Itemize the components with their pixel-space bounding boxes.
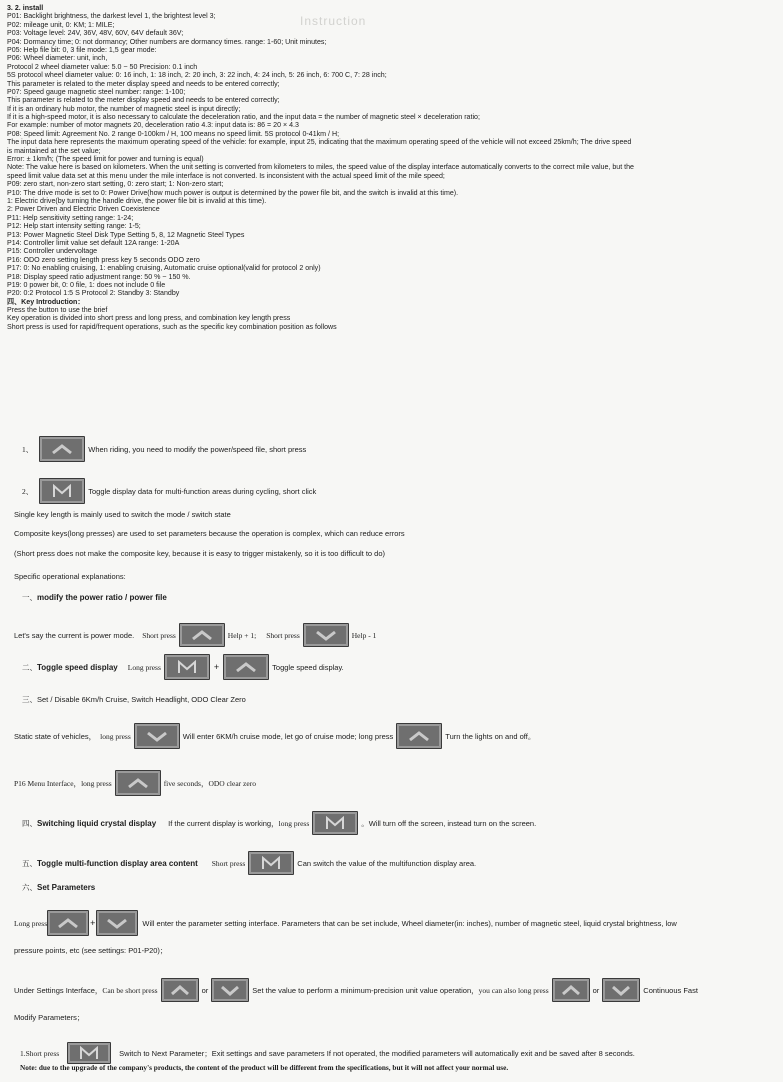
item-2: 2、 Toggle display data for multi-function areas during cycling, short click xyxy=(22,478,316,504)
section-6-heading: 六、 Set Parameters xyxy=(22,883,96,892)
param-line: P17: 0: No enabling cruising, 1: enabling cruising, Automatic cruise optional(valid for protocol 2 only) xyxy=(7,263,321,273)
chevron-up-icon xyxy=(561,984,581,996)
m-letter-icon xyxy=(176,660,198,674)
param-line: speed limit value data set at this menu under the mile interface is not converted. Is inconsistent with the actual speed limit of the mile speed; xyxy=(7,170,445,180)
down-key xyxy=(211,978,249,1002)
section-5-row: 五、 Toggle multi-function display area content Short press Can switch the value of the multifunction display area. xyxy=(22,851,476,875)
param-line: P08: Speed limit: Agreement No. 2 range 0-100km / H, 100 means no speed limit. 5S protocol 0-41km / H; xyxy=(7,128,340,138)
mode-key xyxy=(248,851,294,875)
chevron-up-icon xyxy=(191,629,213,641)
chevron-up-icon xyxy=(51,443,73,455)
param-line: Protocol 2 wheel diameter value: 5.0 ~ 50 Precision: 0.1 inch xyxy=(7,61,198,71)
param-line: P13: Power Magnetic Steel Disk Type Setting 5, 8, 12 Magnetic Steel Types xyxy=(7,229,245,239)
faded-header: Instruction xyxy=(300,14,367,28)
chevron-down-icon xyxy=(146,730,168,742)
param-line: P07: Speed gauge magnetic steel number: range: 1-100; xyxy=(7,86,186,96)
param-line: P03: Voltage level: 24V, 36V, 48V, 60V, 64V default 36V; xyxy=(7,28,184,38)
mode-key xyxy=(164,654,210,680)
param-line: If it is an ordinary hub motor, the number of magnetic steel is input directly; xyxy=(7,103,241,113)
param-line: P20: 0:2 Protocol 1:5 S Protocol 2: Standby 3: Standby xyxy=(7,288,180,298)
short-note-text: (Short press does not make the composite key, because it is easy to trigger mistakenly, so it is too difficult to do) xyxy=(14,549,386,558)
key-intro-title: 四、Key Introduction： xyxy=(7,296,85,306)
param-line: P15: Controller undervoltage xyxy=(7,246,98,256)
up-key xyxy=(47,910,89,936)
param-line: P14: Controller limit value set default 12A range: 1-20A xyxy=(7,237,180,247)
section-4-row: 四、 Switching liquid crystal display If the current display is working， long press 。Will turn off the screen, instead turn on the screen. xyxy=(22,811,536,835)
m-letter-icon xyxy=(51,484,73,498)
param-line: P11: Help sensitivity setting range: 1-24; xyxy=(7,212,134,222)
param-line: This parameter is related to the meter display speed and needs to be entered correctly; xyxy=(7,95,280,105)
chevron-down-icon xyxy=(315,629,337,641)
param-line: Note: The value here is based on kilometers. When the unit setting is converted from kilometers to miles, the speed value of the display interface automatically converts to the correct mile value, but the xyxy=(7,162,634,172)
up-key xyxy=(179,623,225,647)
chevron-down-icon xyxy=(220,984,240,996)
long-press-row: Long press + Will enter the parameter setting interface. Parameters that can be set include, Wheel diameter(in: inches), number of magnetic steel, liquid crystal brightness, low xyxy=(14,910,677,936)
param-line: If it is a high-speed motor, it is also necessary to calculate the deceleration ratio, and the input data = the number of magnetic steel × deceleration ratio; xyxy=(7,112,480,122)
section-1-heading: 一、 modify the power ratio / power file xyxy=(22,593,167,602)
param-line: P19: 0 power bit, 0: 0 file, 1: does not include 0 file xyxy=(7,279,166,289)
pressure-line: pressure points, etc (see settings: P01-P20)； xyxy=(14,946,168,955)
mode-key xyxy=(312,811,358,835)
section-title: 3. 2. install xyxy=(7,3,44,12)
mode-key xyxy=(39,478,85,504)
chevron-up-icon xyxy=(235,661,257,673)
param-line: P02: mileage unit, 0: KM; 1: MILE; xyxy=(7,19,115,29)
param-line: P05: Help file bit: 0, 3 file mode: 1,5 gear mode: xyxy=(7,44,157,54)
chevron-down-icon xyxy=(611,984,631,996)
param-line: 2: Power Driven and Electric Driven Coexistence xyxy=(7,204,160,214)
short-press-row: 1.Short press Switch to Next Parameter；Exit settings and save parameters If not operated, the modified parameters will automatically exit and be saved after 8 seconds. xyxy=(20,1042,635,1064)
specific-text: Specific operational explanations: xyxy=(14,572,126,581)
param-line: P12: Help start intensity setting range: 1-5; xyxy=(7,221,141,231)
param-lines xyxy=(7,12,756,297)
up-key xyxy=(115,770,161,796)
param-line: is maintained at the set value; xyxy=(7,145,101,155)
key-intro-line: Press the button to use the brief xyxy=(7,305,108,315)
section-2-row: 二、 Toggle speed display Long press + Toggle speed display. xyxy=(22,654,344,680)
static-row: Static state of vehicles， long press Will enter 6KM/h cruise mode, let go of cruise mode; long press Turn the lights on and off。 xyxy=(14,723,535,749)
m-letter-icon xyxy=(260,856,282,870)
modify-params: Modify Parameters； xyxy=(14,1013,85,1022)
param-line: 5S protocol wheel diameter value: 0: 16 inch, 1: 18 inch, 2: 20 inch, 3: 22 inch, 4: 24 inch, 5: 26 inch, 6: 700 C, 7: 28 inch; xyxy=(7,70,387,80)
param-line: P16: ODO zero setting length press key 5 seconds ODO zero xyxy=(7,254,200,264)
up-key xyxy=(161,978,199,1002)
param-line: The input data here represents the maximum operating speed of the vehicle: for example, input 25, indicating that the maximum operating speed of the vehicle will not exceed 25km/h; The drive speed xyxy=(7,137,632,147)
chevron-up-icon xyxy=(408,730,430,742)
up-key xyxy=(396,723,442,749)
parameter-list xyxy=(7,4,756,331)
param-line: This parameter is related to the meter display speed and needs to be entered correctly; xyxy=(7,78,280,88)
up-key xyxy=(223,654,269,680)
chevron-up-icon xyxy=(170,984,190,996)
up-key xyxy=(552,978,590,1002)
power-row: Let's say the current is power mode. Short press Help + 1; Short press Help - 1 xyxy=(14,623,376,647)
up-key xyxy=(39,436,85,462)
chevron-up-icon xyxy=(57,917,79,929)
single-key-text: Single key length is mainly used to switch the mode / switch state xyxy=(14,510,231,519)
under-settings-row: Under Settings Interface， Can be short press or Set the value to perform a minimum-precision unit value operation， you can also long press or Continuous Fast xyxy=(14,978,698,1002)
mode-key xyxy=(67,1042,111,1064)
key-intro-line: Short press is used for rapid/frequent operations, such as the specific key combination position as follows xyxy=(7,321,337,331)
footer-note: Note: due to the upgrade of the company's products, the content of the product will be different from the specifications, but it will not affect your normal use. xyxy=(20,1063,509,1072)
param-line: P09: zero start, non-zero start setting, 0: zero start; 1: Non-zero start; xyxy=(7,179,224,189)
p16-row: P16 Menu Interface， long press five seconds，ODO clear zero xyxy=(14,770,256,796)
param-line: P04: Dormancy time; 0: not dormancy; Other numbers are dormancy times. range: 1-60; Unit minutes; xyxy=(7,36,327,46)
chevron-down-icon xyxy=(106,917,128,929)
param-line: P10: The drive mode is set to 0: Power Drive(how much power is output is determined by the power file bit, and the switch is invalid at this time). xyxy=(7,187,459,197)
down-key xyxy=(134,723,180,749)
param-line: For example: number of motor magnets 20, deceleration ratio 4.3: input data is: 86 = 20 × 4.3 xyxy=(7,120,299,130)
param-line: 1: Electric drive(by turning the handle drive, the power file bit is invalid at this time). xyxy=(7,195,267,205)
down-key xyxy=(303,623,349,647)
composite-text: Composite keys(long presses) are used to set parameters because the operation is complex, which can reduce errors xyxy=(14,529,405,538)
down-key xyxy=(602,978,640,1002)
key-intro-line: Key operation is divided into short press and long press, and combination key length press xyxy=(7,313,291,323)
chevron-up-icon xyxy=(127,777,149,789)
section-3-heading: 三、 Set / Disable 6Km/h Cruise, Switch Headlight, ODO Clear Zero xyxy=(22,695,246,704)
param-line: P18: Display speed ratio adjustment range: 50 % ~ 150 %. xyxy=(7,271,191,281)
param-line: Error: ± 1km/h; (The speed limit for power and turning is equal) xyxy=(7,154,204,164)
down-key xyxy=(96,910,138,936)
param-line: P06: Wheel diameter: unit, inch, xyxy=(7,53,108,63)
m-letter-icon xyxy=(324,816,346,830)
item-1: 1、 When riding, you need to modify the power/speed file, short press xyxy=(22,436,306,462)
param-line: P01: Backlight brightness, the darkest level 1, the brightest level 3; xyxy=(7,11,216,21)
m-letter-icon xyxy=(78,1046,100,1060)
